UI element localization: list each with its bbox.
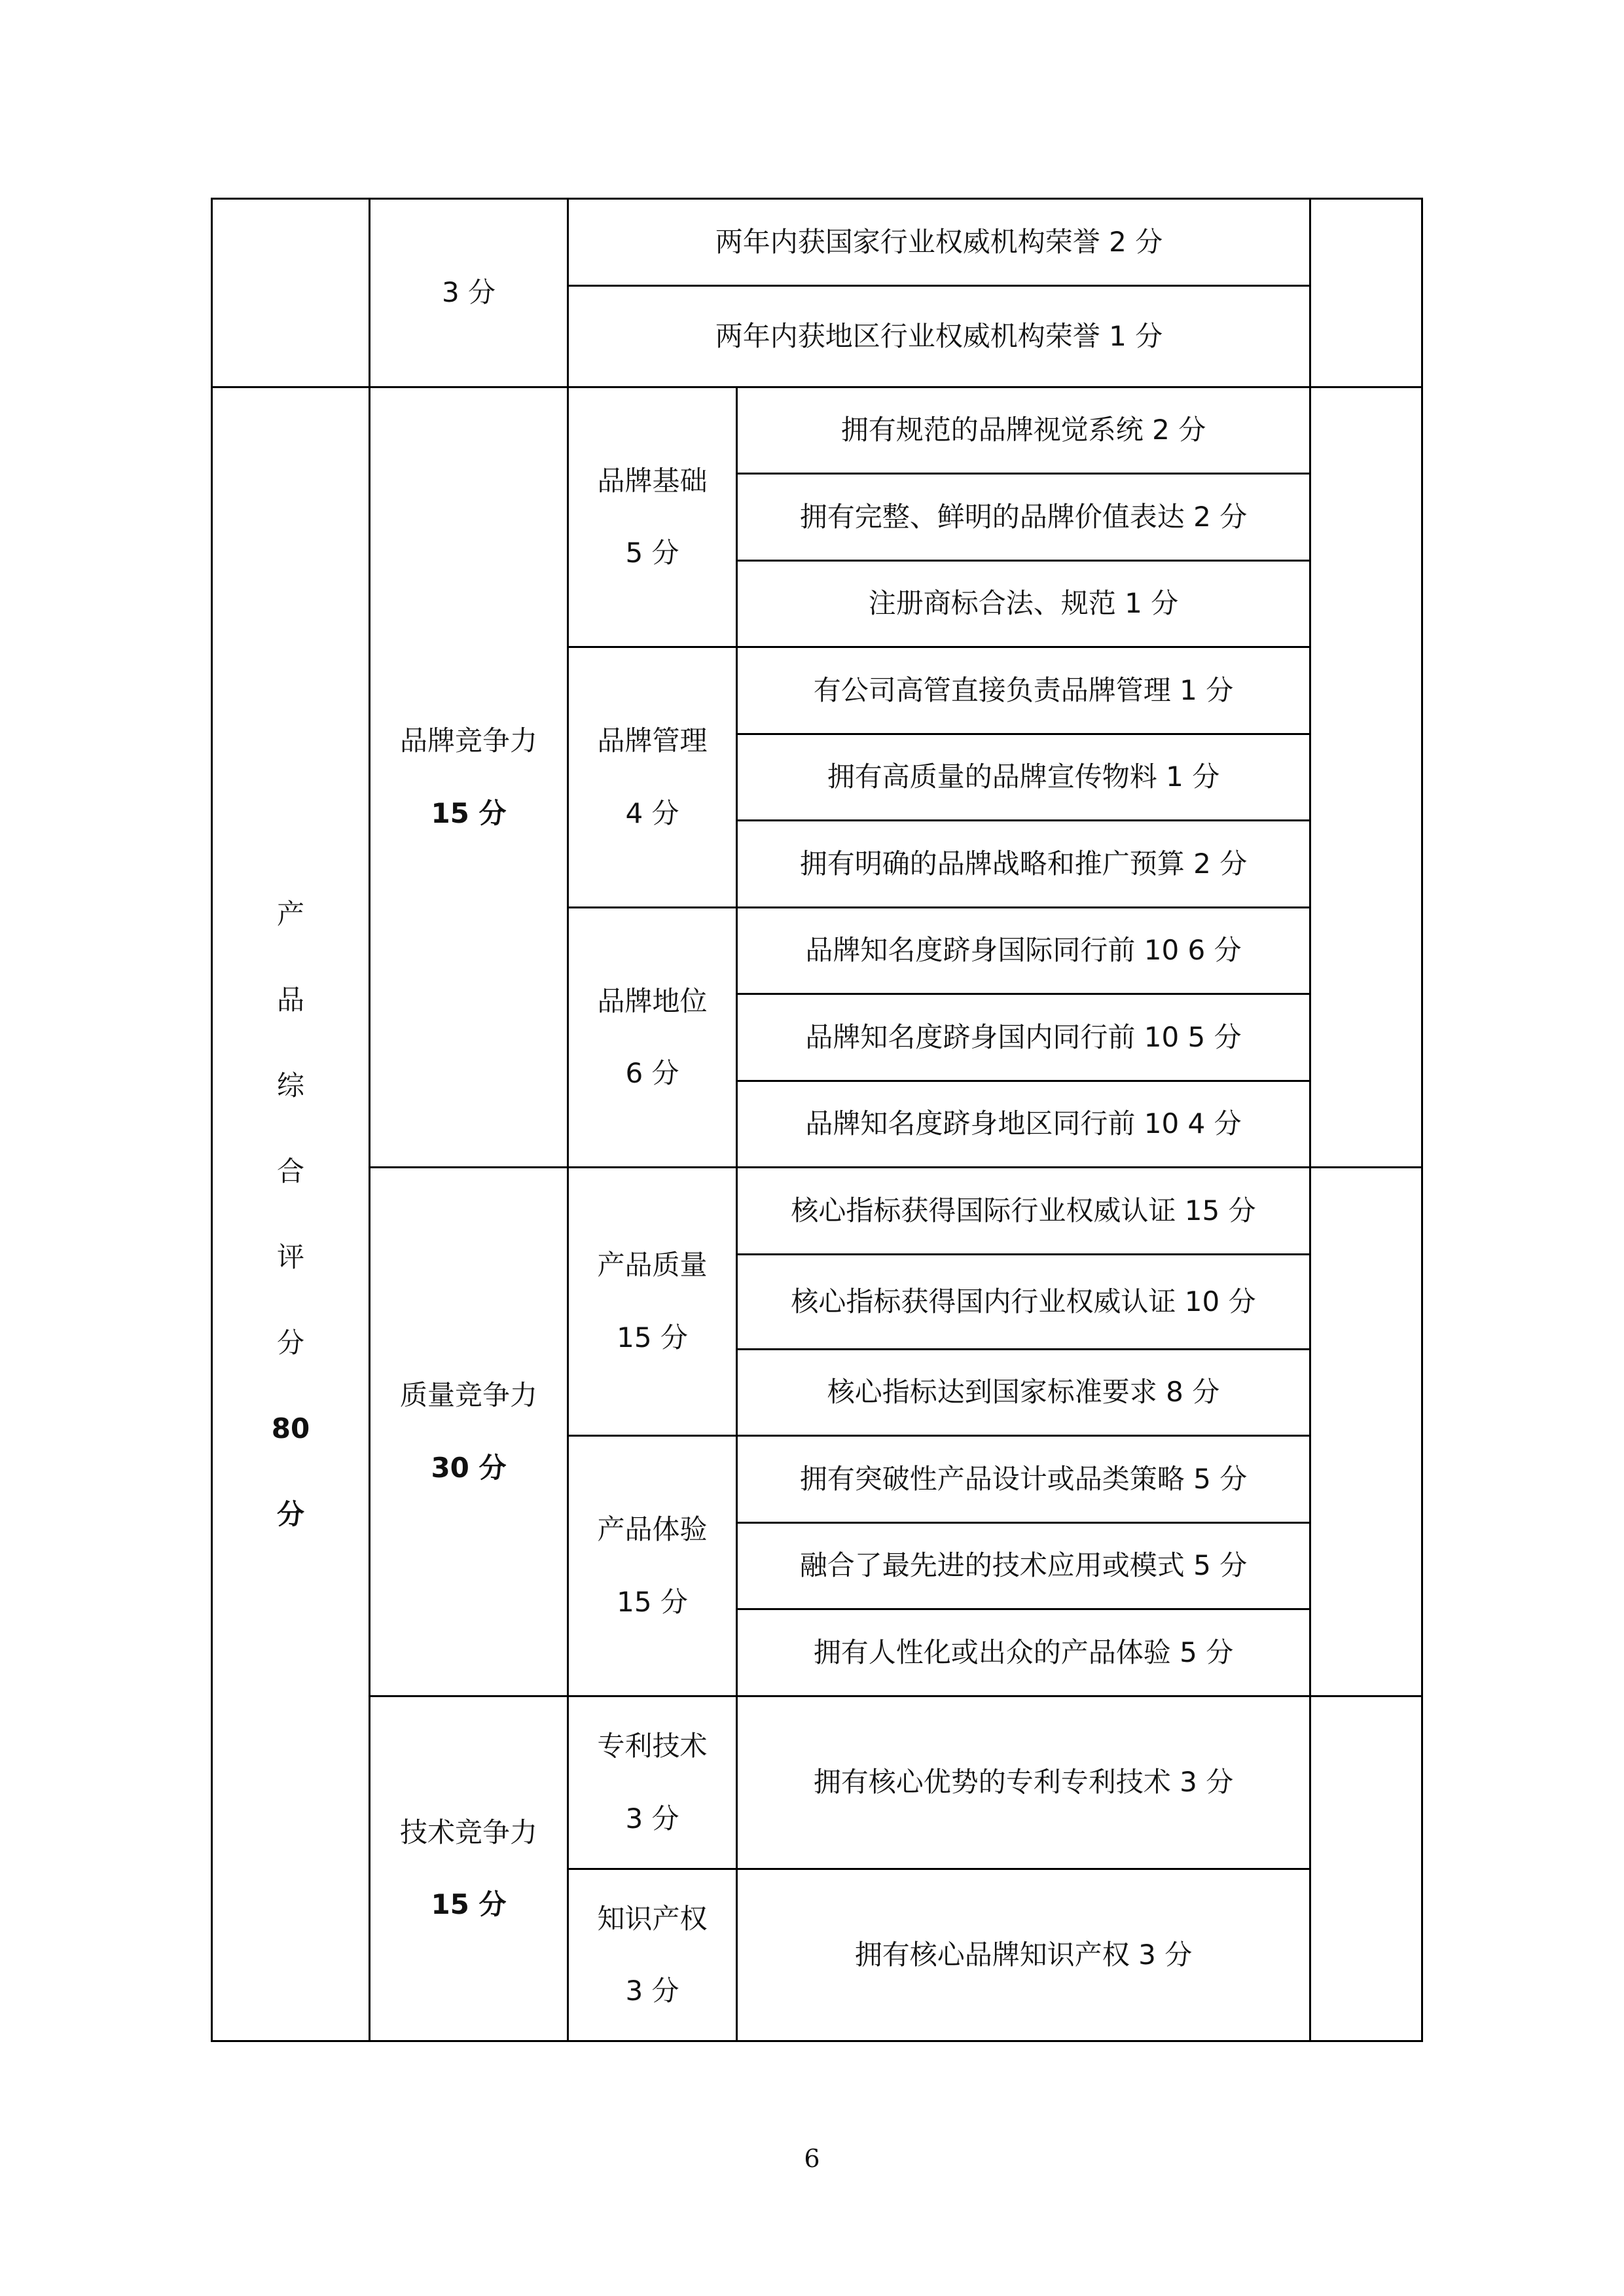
tech-group-name: 技术竞争力 bbox=[399, 1816, 537, 1848]
product-experience-cell: 产品体验 15 分 bbox=[568, 1436, 737, 1696]
top-item-1: 两年内获国家行业权威机构荣誉 2 分 bbox=[568, 199, 1310, 286]
brand-status-cell: 品牌地位 6 分 bbox=[568, 908, 737, 1168]
remark-cell-brand bbox=[1310, 387, 1422, 1168]
brand-management-cell: 品牌管理 4 分 bbox=[568, 647, 737, 908]
criterion-cell: 拥有突破性产品设计或品类策略 5 分 bbox=[737, 1436, 1310, 1523]
criterion-cell: 拥有规范的品牌视觉系统 2 分 bbox=[737, 387, 1310, 474]
tech-group-score: 15 分 bbox=[431, 1888, 507, 1920]
criterion-cell: 核心指标获得国内行业权威认证 10 分 bbox=[737, 1255, 1310, 1350]
category-score-unit: 分 bbox=[276, 1498, 304, 1530]
criterion-cell: 核心指标达到国家标准要求 8 分 bbox=[737, 1350, 1310, 1436]
criterion-cell: 拥有人性化或出众的产品体验 5 分 bbox=[737, 1609, 1310, 1696]
ip-cell: 知识产权 3 分 bbox=[568, 1869, 737, 2041]
quality-group-name: 质量竞争力 bbox=[399, 1379, 537, 1411]
criterion-cell: 拥有明确的品牌战略和推广预算 2 分 bbox=[737, 821, 1310, 908]
criterion-cell: 品牌知名度跻身国内同行前 10 5 分 bbox=[737, 994, 1310, 1081]
category-cell bbox=[212, 387, 370, 2041]
brand-group-cell bbox=[370, 387, 568, 1168]
tech-group-cell bbox=[370, 1696, 568, 2041]
criterion-cell: 融合了最先进的技术应用或模式 5 分 bbox=[737, 1523, 1310, 1609]
criterion-cell: 核心指标获得国际行业权威认证 15 分 bbox=[737, 1168, 1310, 1255]
criterion-cell: 有公司高管直接负责品牌管理 1 分 bbox=[737, 647, 1310, 734]
scoring-table bbox=[211, 198, 1423, 2042]
remark-cell-top bbox=[1310, 199, 1422, 387]
remark-cell-quality bbox=[1310, 1168, 1422, 1696]
quality-group-score: 30 分 bbox=[431, 1451, 507, 1484]
product-quality-cell: 产品质量 15 分 bbox=[568, 1168, 737, 1436]
category-label: 产 品 综 合 评 分 80 分 bbox=[272, 871, 310, 1557]
criterion-cell: 品牌知名度跻身地区同行前 10 4 分 bbox=[737, 1081, 1310, 1168]
page-number: 6 bbox=[804, 2144, 820, 2173]
brand-group-score: 15 分 bbox=[431, 797, 507, 829]
top-item-2: 两年内获地区行业权威机构荣誉 1 分 bbox=[568, 286, 1310, 387]
remark-cell-tech bbox=[1310, 1696, 1422, 2041]
criterion-cell: 拥有高质量的品牌宣传物料 1 分 bbox=[737, 734, 1310, 821]
category-score-number: 80 bbox=[271, 1412, 310, 1444]
criterion-cell: 拥有核心品牌知识产权 3 分 bbox=[737, 1869, 1310, 2041]
brand-basics-cell: 品牌基础 5 分 bbox=[568, 387, 737, 647]
category-cell-top bbox=[212, 199, 370, 387]
criterion-cell: 拥有核心优势的专利专利技术 3 分 bbox=[737, 1696, 1310, 1869]
top-score-cell bbox=[370, 199, 568, 387]
criterion-cell: 拥有完整、鲜明的品牌价值表达 2 分 bbox=[737, 474, 1310, 561]
top-score: 3 分 bbox=[441, 276, 496, 309]
criterion-cell: 注册商标合法、规范 1 分 bbox=[737, 561, 1310, 647]
brand-group-name: 品牌竞争力 bbox=[399, 725, 537, 757]
quality-group-cell bbox=[370, 1168, 568, 1696]
patent-cell: 专利技术 3 分 bbox=[568, 1696, 737, 1869]
criterion-cell: 品牌知名度跻身国际同行前 10 6 分 bbox=[737, 908, 1310, 994]
